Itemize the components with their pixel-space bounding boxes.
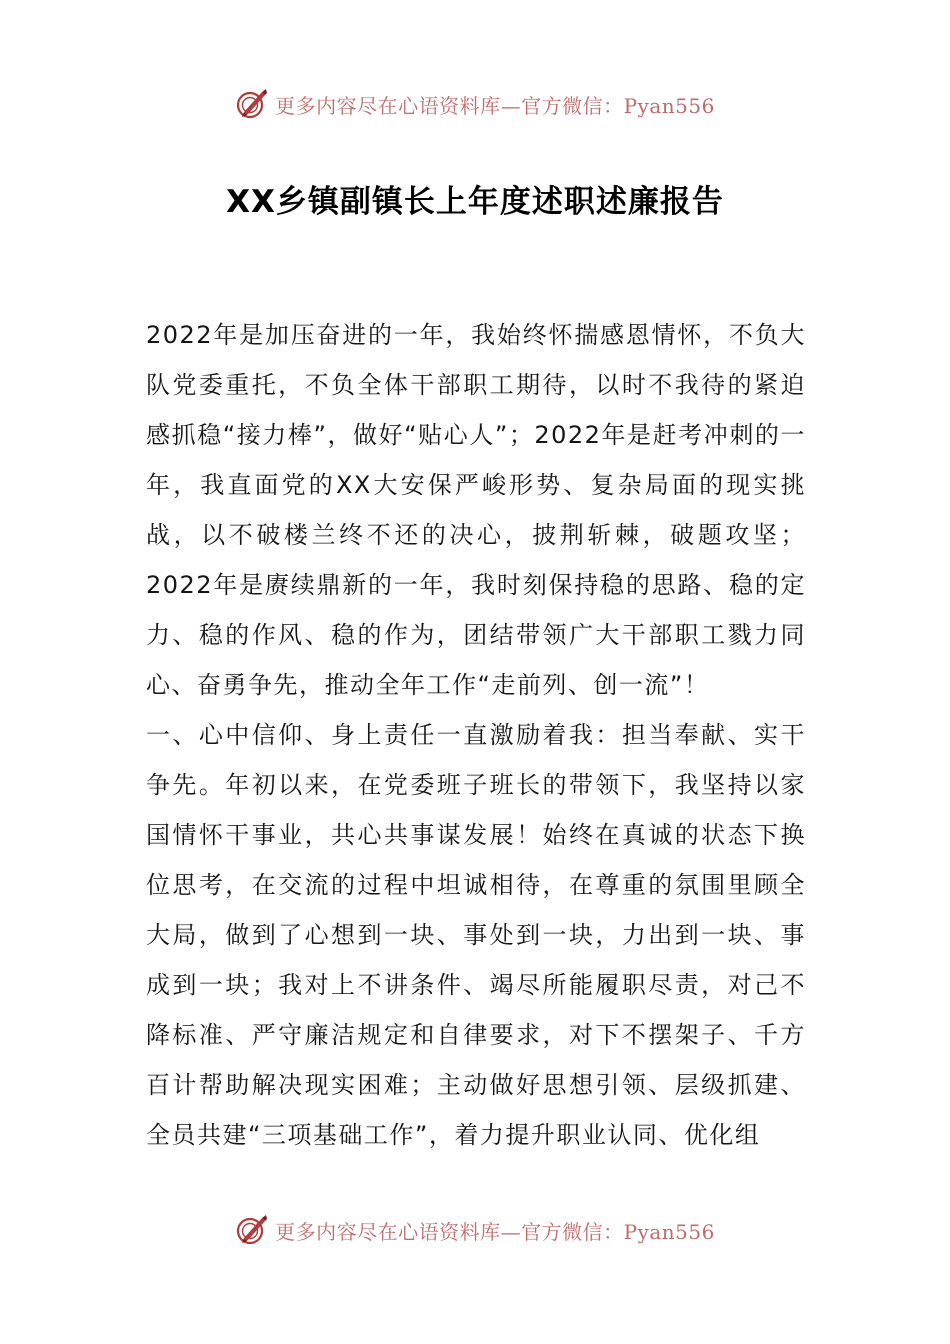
pen-seal-logo-icon — [235, 1213, 269, 1247]
footer-banner — [0, 1210, 950, 1250]
document-title: XX乡镇副镇长上年度述职述廉报告 — [226, 184, 724, 220]
paragraph-section-one: 一、心中信仰、身上责任一直激励着我：担当奉献、实干争先。年初以来，在党委班子班长的带领下，我坚持以家国情怀干事业，共心共事谋发展！始终在真诚的状态下换位思考，在交流的过程中坦诚相待，在尊重的氛围里顾全大局，做到了心想到一块、事处到一块，力出到一块、事成到一块；我对上不讲条件、竭尽所能履职尽责，对己不降标准、严守廉洁规定和自律要求，对下不摆架子、千方百计帮助解决现实困难；主动做好思想引领、层级抓建、全员共建“三项基础工作”，着力提升职业认同、优化组 — [146, 721, 806, 1149]
header-banner — [0, 84, 950, 124]
header-banner-text: 更多内容尽在心语资料库—官方微信：Pyan556 — [275, 93, 715, 118]
document-body — [146, 310, 806, 1160]
pen-seal-logo-icon — [235, 87, 269, 121]
paragraph-intro: 2022年是加压奋进的一年，我始终怀揣感恩情怀，不负大队党委重托，不负全体干部职工期待，以时不我待的紧迫感抓稳“接力棒”，做好“贴心人”；2022年是赶考冲刺的一年，我直面党的XX大安保严峻形势、复杂局面的现实挑战，以不破楼兰终不还的决心，披荆斩棘，破题攻坚；2022年是赓续鼎新的一年，我时刻保持稳的思路、稳的定力、稳的作风、稳的作为，团结带领广大干部职工戮力同心、奋勇争先，推动全年工作“走前列、创一流”！ — [146, 321, 806, 699]
footer-banner-text: 更多内容尽在心语资料库—官方微信：Pyan556 — [275, 1219, 715, 1244]
